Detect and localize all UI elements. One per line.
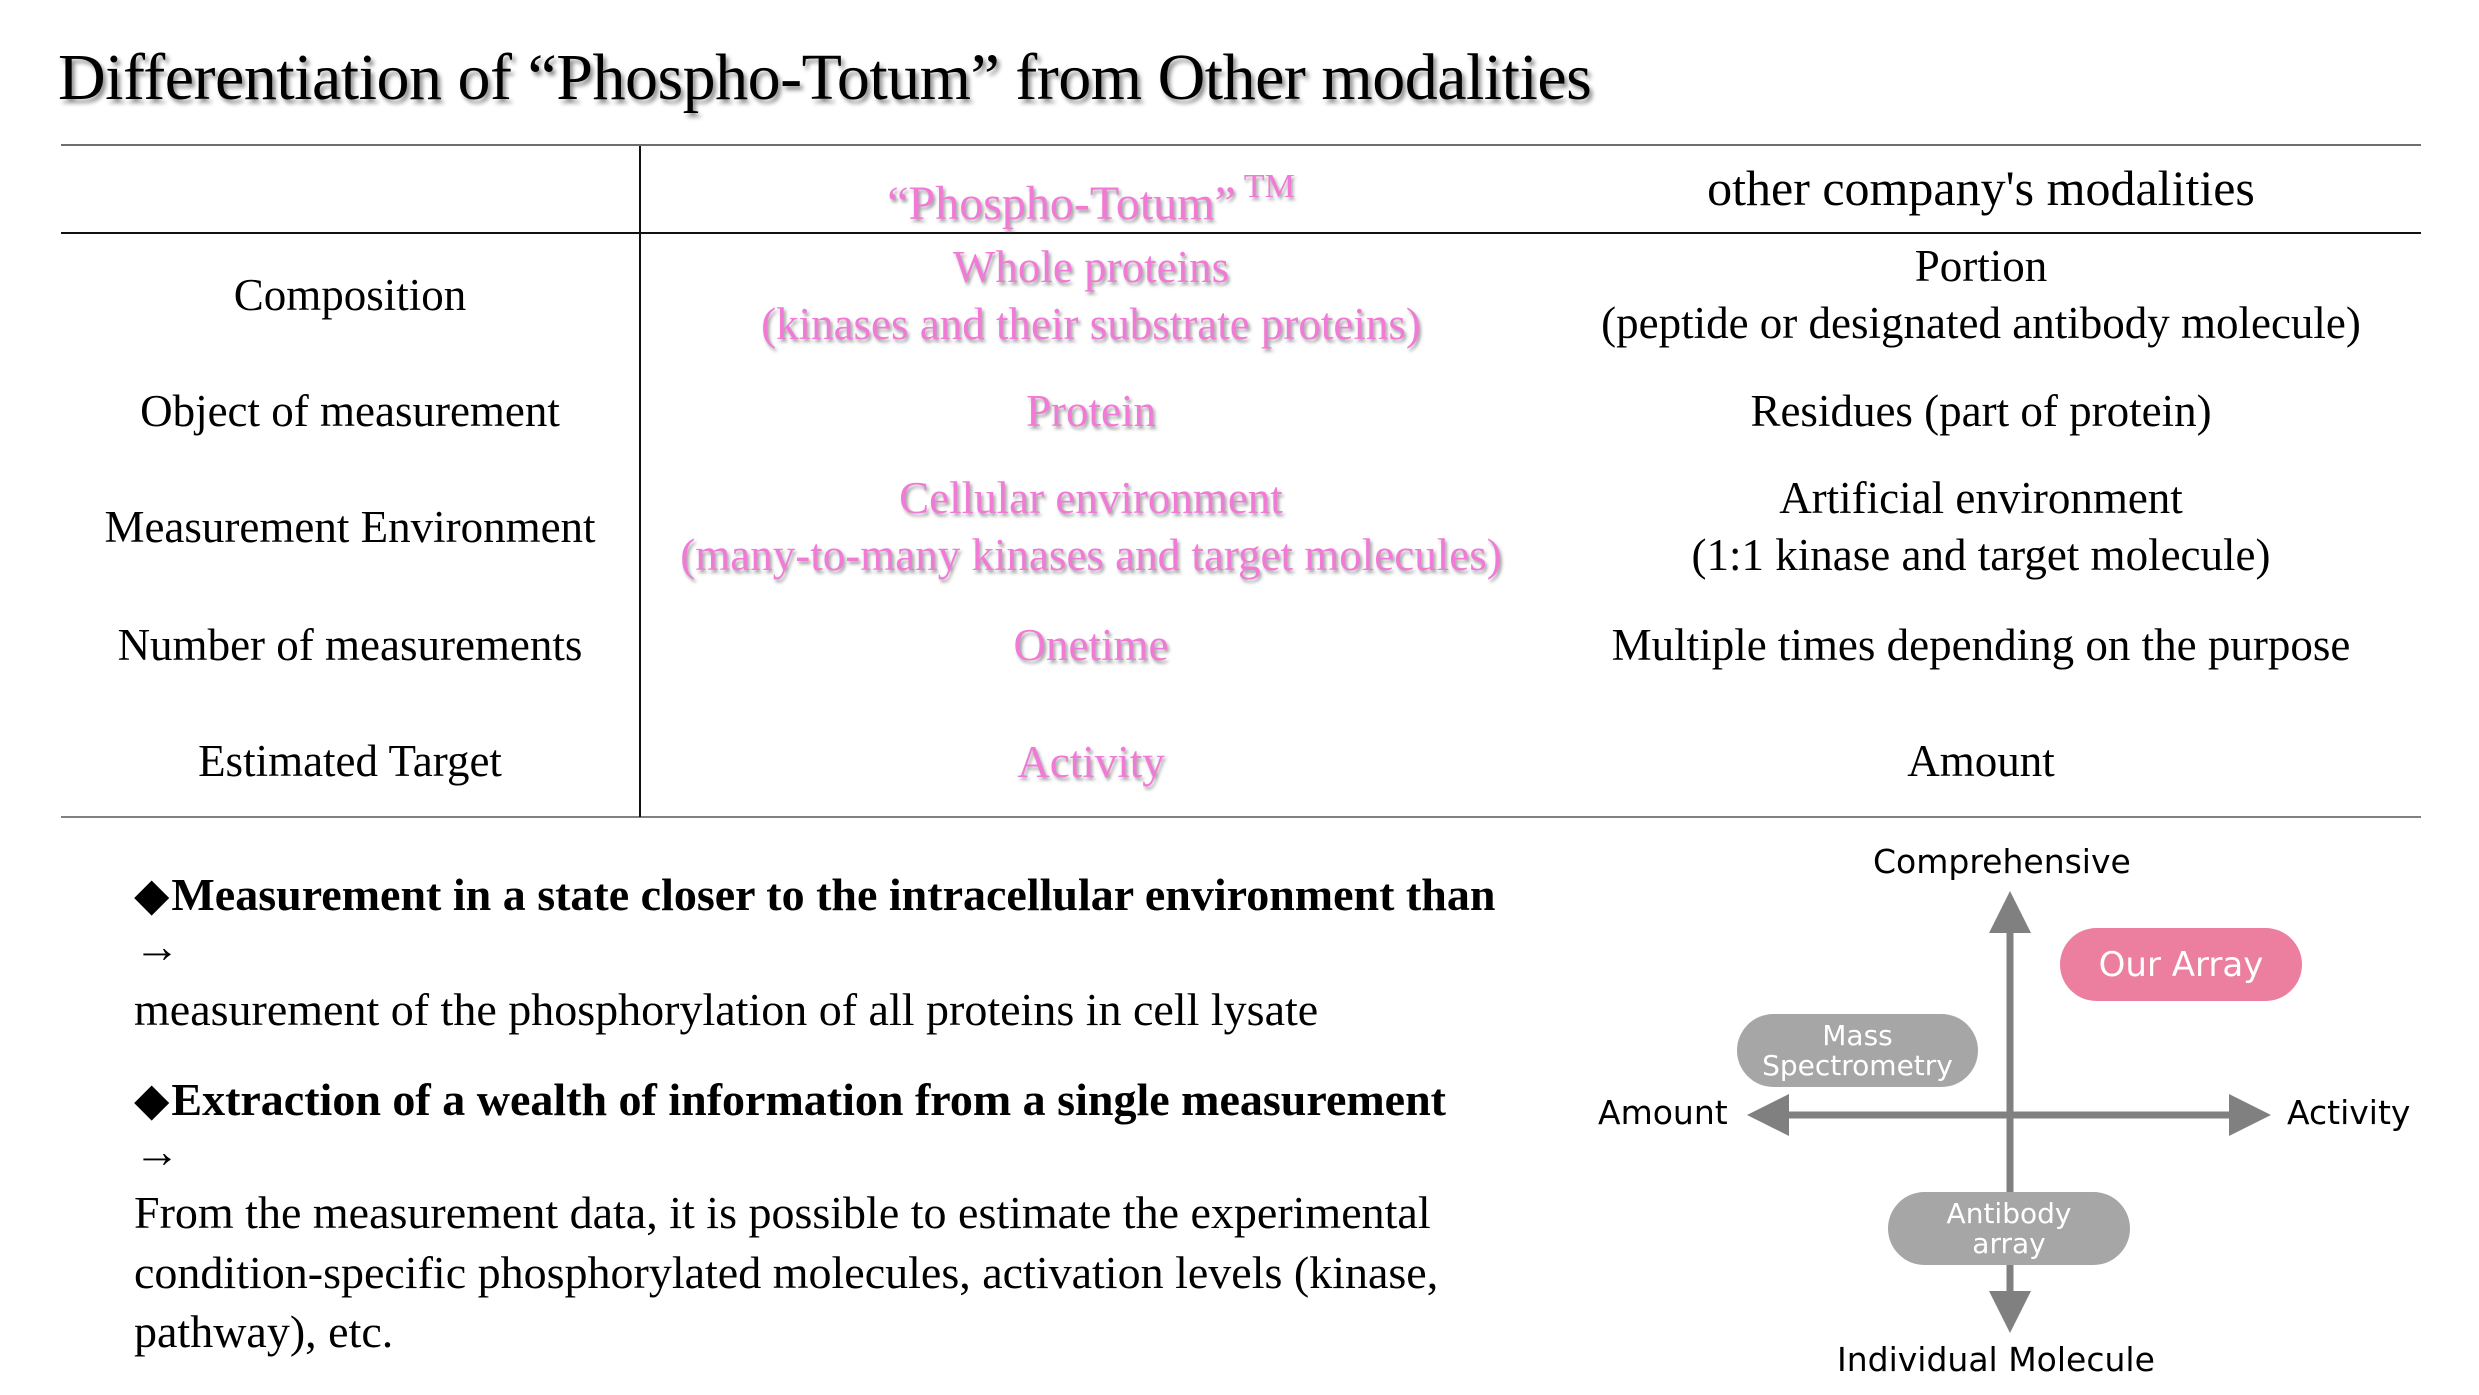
axis-label-activity: Activity: [2287, 1093, 2411, 1132]
cell-line: (1:1 kinase and target molecule): [1691, 530, 2271, 580]
pill-label: Spectrometry: [1762, 1048, 1953, 1082]
bullet-body-line: pathway), etc.: [134, 1306, 394, 1357]
pill-label: Our Array: [2098, 944, 2264, 985]
axis-label-individual-molecule: Individual Molecule: [1837, 1340, 2155, 1379]
pill-label: array: [1972, 1226, 2046, 1260]
pill-label: Mass: [1822, 1018, 1893, 1052]
cell-ours-target: Activity: [1017, 737, 1165, 787]
row-label-target: Estimated Target: [198, 736, 502, 786]
diamond-bullet-icon: ◆: [134, 869, 170, 920]
row-label-composition: Composition: [233, 270, 467, 320]
pill-label: Antibody: [1946, 1196, 2072, 1230]
cell-line: Whole proteins: [952, 242, 1230, 292]
trademark-mark: TM: [1243, 168, 1295, 205]
bullet-body-line: measurement of the phosphorylation of all proteins in cell lysate: [134, 984, 1319, 1035]
header-phospho-totum-label: “Phospho-Totum”: [887, 177, 1236, 230]
slide-title: Differentiation of “Phospho-Totum” from Other modalities: [58, 41, 1592, 114]
cell-ours-object: Protein: [1026, 386, 1156, 436]
cell-line: Cellular environment: [899, 473, 1283, 523]
cell-other-object: Residues (part of protein): [1750, 386, 2212, 436]
cell-line: Portion: [1914, 241, 2048, 291]
mass-spectrometry-pill: [1737, 1014, 1978, 1087]
bullet-heading-text: Measurement in a state closer to the intracellular environment than: [171, 869, 1496, 920]
axis-label-amount: Amount: [1598, 1093, 1728, 1132]
our-array-pill: [2060, 928, 2302, 1001]
arrow-icon: →: [134, 921, 180, 972]
axis-label-comprehensive: Comprehensive: [1873, 842, 2131, 881]
cell-line: (kinases and their substrate proteins): [761, 299, 1421, 349]
cell-line: (many-to-many kinases and target molecules): [680, 530, 1502, 580]
cell-other-target: Amount: [1907, 736, 2055, 786]
row-label-object: Object of measurement: [140, 386, 560, 436]
cell-ours-number: Onetime: [1013, 620, 1169, 670]
cell-line: Artificial environment: [1779, 473, 2183, 523]
header-other-modalities: other company's modalities: [1707, 160, 2255, 216]
antibody-array-pill: [1888, 1192, 2130, 1265]
bullet-body-line: From the measurement data, it is possible to estimate the experimental: [134, 1187, 1431, 1238]
row-label-number: Number of measurements: [117, 620, 583, 670]
bullet-heading-text: Extraction of a wealth of information from a single measurement: [171, 1074, 1447, 1125]
cell-other-number: Multiple times depending on the purpose: [1611, 620, 2351, 670]
diamond-bullet-icon: ◆: [134, 1074, 170, 1125]
bullet-body-line: condition-specific phosphorylated molecules, activation levels (kinase,: [134, 1247, 1439, 1298]
cell-line: (peptide or designated antibody molecule): [1601, 298, 2361, 348]
arrow-icon: →: [134, 1126, 180, 1177]
row-label-environment: Measurement Environment: [104, 502, 596, 552]
